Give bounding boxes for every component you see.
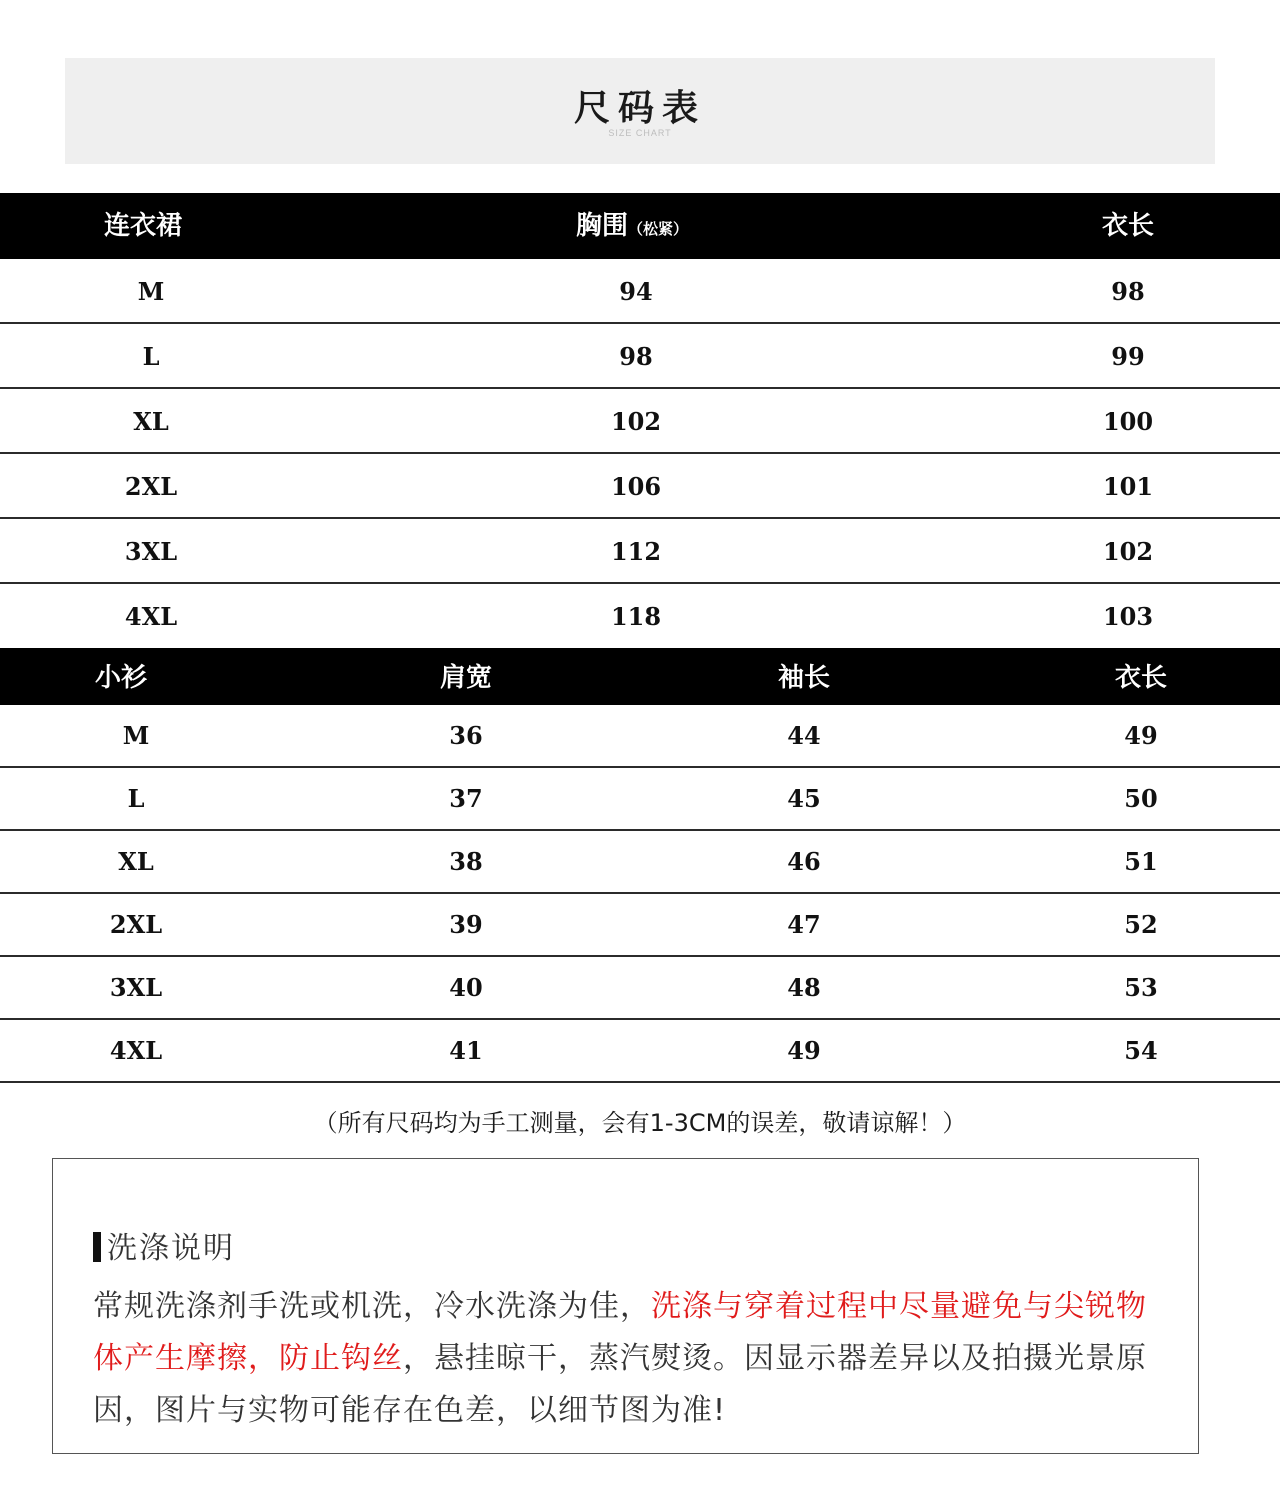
shirt-table-header [0, 648, 1280, 705]
table-row [0, 894, 1280, 957]
header-shirt: 小衫 [94, 663, 148, 693]
table-cell: 98 [619, 342, 653, 371]
washing-text-highlight: 洗涤与穿着过程中尽量避免与尖锐物体产生摩擦，防止钩丝 [93, 1289, 1147, 1376]
table-cell: 102 [610, 407, 662, 436]
header-bust-label: 胸围 [575, 211, 628, 241]
header-bust [576, 193, 688, 262]
table-cell: 48 [787, 973, 821, 1002]
table-cell: 49 [787, 1036, 821, 1065]
table-cell: 4XL [124, 602, 178, 631]
table-cell: 54 [1124, 1036, 1158, 1065]
table-cell: 50 [1124, 784, 1158, 813]
table-cell: 44 [787, 721, 821, 750]
table-cell: 40 [449, 973, 483, 1002]
header-length: 衣长 [1114, 663, 1168, 693]
table-cell: 2XL [109, 910, 163, 939]
table-cell: 45 [787, 784, 821, 813]
table-cell: L [127, 784, 145, 813]
table-cell: 51 [1124, 847, 1158, 876]
table-row [0, 705, 1280, 768]
table-cell: 112 [610, 537, 662, 566]
header-length: 衣长 [1101, 211, 1155, 241]
dress-table-header [0, 193, 1280, 259]
table-cell: 4XL [109, 1036, 163, 1065]
table-cell: 106 [610, 472, 662, 501]
table-cell: 46 [787, 847, 821, 876]
size-chart-banner [65, 58, 1215, 164]
table-cell: 53 [1124, 973, 1158, 1002]
table-cell: 94 [619, 277, 653, 306]
dress-size-table [0, 193, 1280, 647]
table-cell: 101 [1102, 472, 1154, 501]
banner-title: 尺码表 [573, 88, 706, 129]
washing-title [93, 1223, 235, 1267]
table-row [0, 831, 1280, 894]
title-bar-icon [93, 1232, 101, 1262]
header-shoulder: 肩宽 [439, 663, 493, 693]
table-cell: 3XL [109, 973, 163, 1002]
table-cell: 99 [1111, 342, 1145, 371]
banner-subtitle: SIZE CHART [608, 128, 672, 138]
table-cell: 100 [1102, 407, 1154, 436]
table-cell: 118 [610, 602, 662, 631]
table-row [0, 519, 1280, 584]
table-cell: 98 [1111, 277, 1145, 306]
table-row [0, 584, 1280, 647]
washing-text-part2: ，悬挂晾干，蒸汽熨烫。因显示器差异以及拍摄光景原因，图片与实物可能存在色差，以细节图为准! [93, 1341, 1147, 1428]
table-row [0, 389, 1280, 454]
washing-title-text: 洗涤说明 [107, 1231, 235, 1266]
table-cell: 102 [1102, 537, 1154, 566]
table-cell: 47 [787, 910, 821, 939]
table-cell: 2XL [124, 472, 178, 501]
shirt-size-table [0, 648, 1280, 1083]
table-cell: 3XL [124, 537, 178, 566]
header-sleeve: 袖长 [777, 663, 831, 693]
table-cell: XL [118, 847, 154, 876]
table-row [0, 324, 1280, 389]
header-dress: 连衣裙 [103, 211, 183, 241]
table-cell: L [142, 342, 160, 371]
table-cell: 41 [449, 1036, 483, 1065]
table-row [0, 454, 1280, 519]
washing-text-part1: 常规洗涤剂手洗或机洗，冷水洗涤为佳， [93, 1289, 651, 1324]
table-cell: M [122, 721, 150, 750]
table-cell: 52 [1124, 910, 1158, 939]
washing-text [93, 1281, 1153, 1437]
table-cell: 39 [449, 910, 483, 939]
table-row [0, 1020, 1280, 1083]
table-row [0, 259, 1280, 324]
table-cell: 38 [449, 847, 483, 876]
table-cell: 36 [449, 721, 483, 750]
table-cell: XL [133, 407, 169, 436]
table-row [0, 768, 1280, 831]
table-cell: M [137, 277, 165, 306]
measurement-note: （所有尺码均为手工测量，会有1-3CM的误差，敬请谅解！） [313, 1109, 967, 1137]
washing-instructions-box [52, 1158, 1199, 1454]
table-cell: 49 [1124, 721, 1158, 750]
table-cell: 103 [1102, 602, 1154, 631]
table-cell: 37 [449, 784, 483, 813]
table-row [0, 957, 1280, 1020]
header-bust-note: （松紧） [628, 220, 689, 238]
